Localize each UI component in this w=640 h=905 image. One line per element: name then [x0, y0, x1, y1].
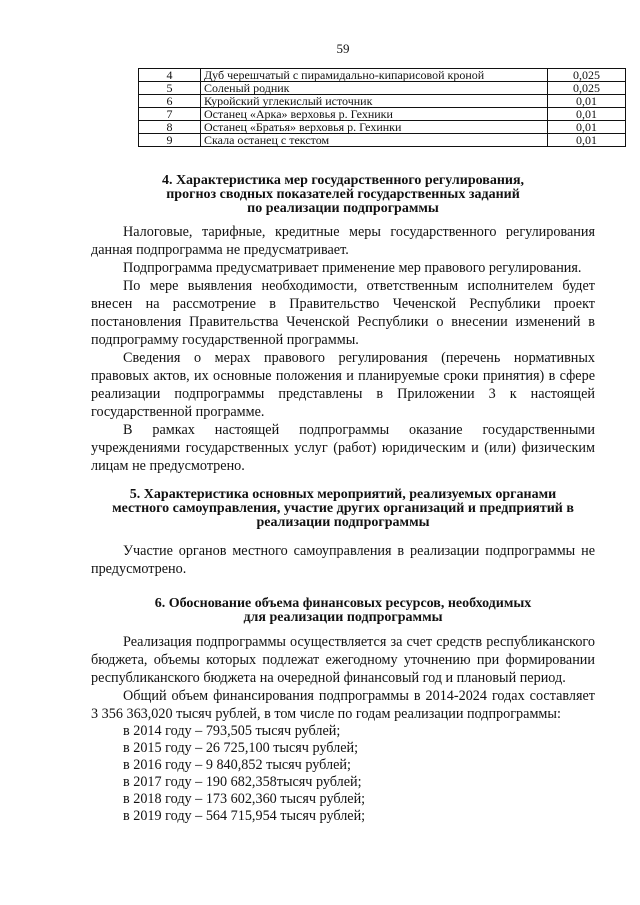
site-area: 0,025: [548, 69, 626, 82]
site-name: Соленый родник: [201, 82, 548, 95]
paragraph: Участие органов местного самоуправления в реализации подпрограммы не предусмотрено.: [91, 543, 595, 577]
row-number: 4: [139, 69, 201, 82]
site-area: 0,01: [548, 108, 626, 121]
funding-by-year-list: [91, 723, 595, 825]
row-number: 7: [139, 108, 201, 121]
page-number: 59: [336, 41, 350, 56]
heading-line: реализации подпрограммы: [256, 515, 430, 530]
heading-line: прогноз сводных показателей государственных заданий: [166, 187, 520, 202]
natural-sites-table: [138, 68, 626, 147]
heading-line: местного самоуправления, участие других организаций и предприятий в: [112, 501, 574, 516]
table-row: [139, 82, 626, 95]
heading-line: для реализации подпрограммы: [243, 610, 443, 625]
row-number: 5: [139, 82, 201, 95]
heading-line: 5. Характеристика основных мероприятий, реализуемых органами: [129, 487, 557, 502]
paragraph: Общий объем финансирования подпрограммы в 2014-2024 годах составляет 3 356 363,020 тысяч рублей, в том числе по годам реализации подпрограммы:: [91, 688, 595, 722]
paragraph: Подпрограмма предусматривает применение мер правового регулирования.: [123, 260, 582, 276]
list-item: в 2015 году – 26 725,100 тысяч рублей;: [123, 740, 359, 756]
site-name: Дуб черешчатый с пирамидально-кипарисовой кроной: [201, 69, 548, 82]
row-number: 9: [139, 134, 201, 147]
paragraph: Сведения о мерах правового регулирования (перечень нормативных правовых актов, их основные положения и планируемые сроки принятия) в сфере реализации подпрограммы представлены в Приложении 3 к настоящей государственной программе.: [91, 350, 595, 420]
row-number: 8: [139, 121, 201, 134]
site-name: Останец «Братья» верховья р. Гехинки: [201, 121, 548, 134]
table-row: [139, 69, 626, 82]
site-name: Останец «Арка» верховья р. Гехники: [201, 108, 548, 121]
section-5-heading: [91, 488, 595, 530]
site-name: Куройский углекислый источник: [201, 95, 548, 108]
table-row: [139, 121, 626, 134]
heading-line: 4. Характеристика мер государственного регулирования,: [161, 173, 525, 188]
list-item: в 2019 году – 564 715,954 тысяч рублей;: [123, 808, 366, 824]
row-number: 6: [139, 95, 201, 108]
paragraph: Налоговые, тарифные, кредитные меры государственного регулирования данная подпрограмма не предусматривает.: [91, 224, 595, 258]
paragraph: В рамках настоящей подпрограммы оказание государственными учреждениями государственных услуг (работ) юридическим и (или) физическим лицам не предусмотрено.: [91, 422, 595, 474]
heading-line: 6. Обоснование объема финансовых ресурсов, необходимых: [154, 596, 532, 611]
table-row: [139, 95, 626, 108]
section-4-heading: [91, 174, 595, 216]
site-area: 0,01: [548, 134, 626, 147]
table-row: [139, 134, 626, 147]
table-row: [139, 108, 626, 121]
paragraph: Реализация подпрограммы осуществляется за счет средств республиканского бюджета, объемы которых подлежат ежегодному уточнению при формировании республиканского бюджета на очередной финансовый год и плановый период.: [91, 634, 595, 686]
site-name: Скала останец с текстом: [201, 134, 548, 147]
site-area: 0,01: [548, 121, 626, 134]
list-item: в 2014 году – 793,505 тысяч рублей;: [123, 723, 341, 739]
list-item: в 2017 году – 190 682,358тысяч рублей;: [123, 774, 362, 790]
list-item: в 2016 году – 9 840,852 тысяч рублей;: [123, 757, 351, 773]
heading-line: по реализации подпрограммы: [247, 201, 439, 216]
site-area: 0,025: [548, 82, 626, 95]
section-6-heading: [91, 597, 595, 625]
paragraph: По мере выявления необходимости, ответственным исполнителем будет внесен на рассмотрение в Правительство Чеченской Республики проект постановления Правительства Чеченской Республики о внесении изменений в подпрограмму государственной программы.: [91, 278, 595, 348]
list-item: в 2018 году – 173 602,360 тысяч рублей;: [123, 791, 366, 807]
site-area: 0,01: [548, 95, 626, 108]
